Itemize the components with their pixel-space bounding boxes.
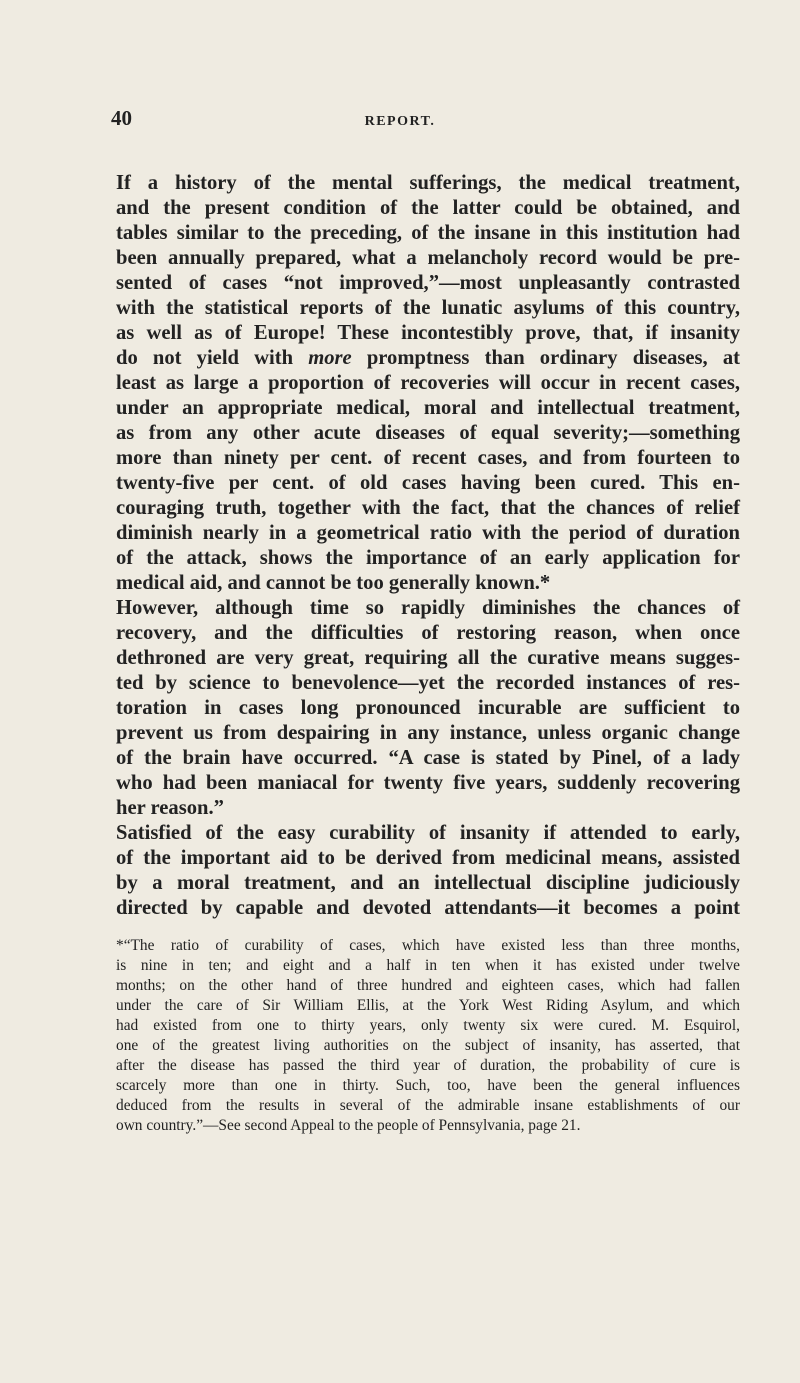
body-line: ted by science to benevolence—yet the recorded instances of res- [116,672,740,694]
body-line: under an appropriate medical, moral and intellectual treatment, [116,397,740,419]
body-line: medical aid, and cannot be too generally known.* [116,572,551,594]
body-line: with the statistical reports of the lunatic asylums of this country, [116,297,740,319]
body-line: her reason.” [116,797,224,819]
footnote-line: own country.”—See second Appeal to the people of Pennsylvania, page 21. [116,1117,581,1134]
body-line: do not yield with more promptness than ordinary diseases, at [116,347,740,369]
body-line: toration in cases long pronounced incurable are sufficient to [116,697,740,719]
body-line: least as large a proportion of recoveries will occur in recent cases, [116,372,740,394]
footnote-line: months; on the other hand of three hundred and eighteen cases, which had fallen [116,977,740,994]
body-line: of the brain have occurred. “A case is stated by Pinel, of a lady [116,747,740,769]
body-line: and the present condition of the latter could be obtained, and [116,197,740,219]
body-line: who had been maniacal for twenty five years, suddenly recovering [116,772,740,794]
body-line: more than ninety per cent. of recent cases, and from fourteen to [116,447,740,469]
running-head: REPORT. [364,114,436,129]
footnote-line: scarcely more than one in thirty. Such, too, have been the general influences [116,1077,740,1094]
body-line: dethroned are very great, requiring all the curative means sugges- [116,647,740,669]
body-line: twenty-five per cent. of old cases having been cured. This en- [116,472,740,494]
body-line: been annually prepared, what a melancholy record would be pre- [116,247,740,269]
body-line: as from any other acute diseases of equal severity;—something [116,422,740,444]
body-line: diminish nearly in a geometrical ratio with the period of duration [116,522,740,544]
body-line: as well as of Europe! These incontestibly prove, that, if insanity [116,322,740,344]
body-line: of the attack, shows the importance of an early application for [116,547,740,569]
footnote-line: had existed from one to thirty years, only twenty six were cured. M. Esquirol, [116,1017,740,1034]
footnote-line: one of the greatest living authorities on the subject of insanity, has asserted, that [116,1037,740,1054]
page-number: 40 [111,106,132,130]
body-line: recovery, and the difficulties of restoring reason, when once [116,622,740,644]
body-line: If a history of the mental sufferings, the medical treatment, [116,172,740,194]
footnote-line: under the care of Sir William Ellis, at the York West Riding Asylum, and which [116,997,740,1014]
body-line: of the important aid to be derived from medicinal means, assisted [116,847,740,869]
body-line: sented of cases “not improved,”—most unpleasantly contrasted [116,272,740,294]
footnote-line: is nine in ten; and eight and a half in ten when it has existed under twelve [116,957,740,974]
body-line: tables similar to the preceding, of the insane in this institution had [116,222,740,244]
footnote-line: *“The ratio of curability of cases, which have existed less than three months, [116,937,740,954]
body-line: directed by capable and devoted attendants—it becomes a point [116,897,740,919]
body-line: couraging truth, together with the fact, that the chances of relief [116,497,740,519]
body-line: Satisfied of the easy curability of insanity if attended to early, [116,822,740,844]
body-line: by a moral treatment, and an intellectual discipline judiciously [116,872,740,894]
footnote-line: deduced from the results in several of the admirable insane establishments of our [116,1097,740,1114]
body-line: However, although time so rapidly diminishes the chances of [116,597,740,619]
footnote-line: after the disease has passed the third year of duration, the probability of cure is [116,1057,740,1074]
body-line: prevent us from despairing in any instance, unless organic change [116,722,740,744]
